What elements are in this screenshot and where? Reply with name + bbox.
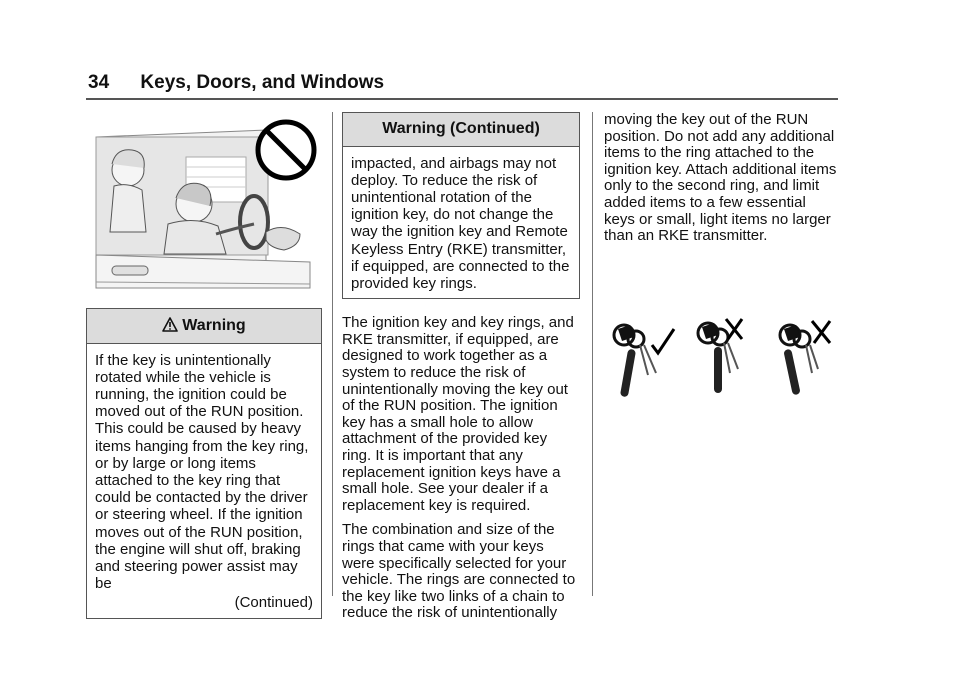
column-1 — [86, 112, 322, 619]
section-title: Keys, Doors, and Windows — [140, 72, 385, 93]
header-divider — [86, 98, 838, 100]
column-3 — [604, 112, 840, 419]
key-set-incorrect-2 — [780, 321, 830, 395]
warning-continued-text: impacted, and airbags may not deploy. To reduce the risk of unintentional rotation of the ignition key, do not change the way the ignition key and Remote Keyless Entry (RKE) transmitter, if equipped, are connected to the provided key rings. — [351, 154, 570, 293]
column-2 — [342, 112, 580, 630]
key-ring-configurations-illustration — [604, 315, 840, 415]
additional-items-paragraph: moving the key out of the RUN position. Do not add any additional items to the ring attached to the ignition key. Attach additional items only to the second ring, and limit added items to a few essential keys or small, light items no larger than an RKE transmitter. — [604, 111, 837, 245]
warning-text: If the key is unintentionally rotated while the vehicle is running, the ignition could be moved out of the RUN position. This could be caused by heavy items hanging from the key ring, or by large or long items attached to the key ring that could be contacted by the driver or steering wheel. If the ignition moves out of the RUN position, the engine will shut off, braking and steering power assist may be — [95, 351, 309, 593]
child-driver-illustration — [86, 112, 318, 294]
warning-title: Warning — [182, 317, 246, 334]
warning-box — [86, 308, 322, 619]
check-mark-icon — [652, 329, 674, 353]
x-mark-icon — [726, 319, 742, 339]
warning-body — [87, 344, 321, 618]
x-mark-icon — [812, 321, 830, 343]
column-divider-1 — [332, 112, 333, 596]
continued-label: (Continued) — [234, 594, 313, 612]
ring-combination-paragraph: The combination and size of the rings that came with your keys were specifically selected for your vehicle. The rings are connected to the key like two links of a chain to reduce the risk of unintentionally — [342, 521, 576, 622]
warning-triangle-icon — [162, 317, 178, 332]
warning-continued-box — [342, 112, 580, 299]
key-set-correct — [614, 325, 674, 397]
column-divider-2 — [592, 112, 593, 596]
page-number: 34 — [88, 72, 110, 93]
warning-header — [87, 309, 321, 344]
page-header — [88, 72, 384, 94]
warning-continued-body — [343, 147, 579, 299]
key-ring-paragraph: The ignition key and key rings, and RKE transmitter, if equipped, are designed to work together as a system to reduce the risk of unintentionally moving the key out of the RUN position. The ignition key has a small hole to allow attachment of the provided key ring. It is important that any replacement ignition keys have a small hole. See your dealer if a replacement key is required. — [342, 314, 574, 514]
key-set-incorrect-1 — [698, 319, 742, 393]
warning-continued-header: Warning (Continued) — [343, 113, 579, 147]
